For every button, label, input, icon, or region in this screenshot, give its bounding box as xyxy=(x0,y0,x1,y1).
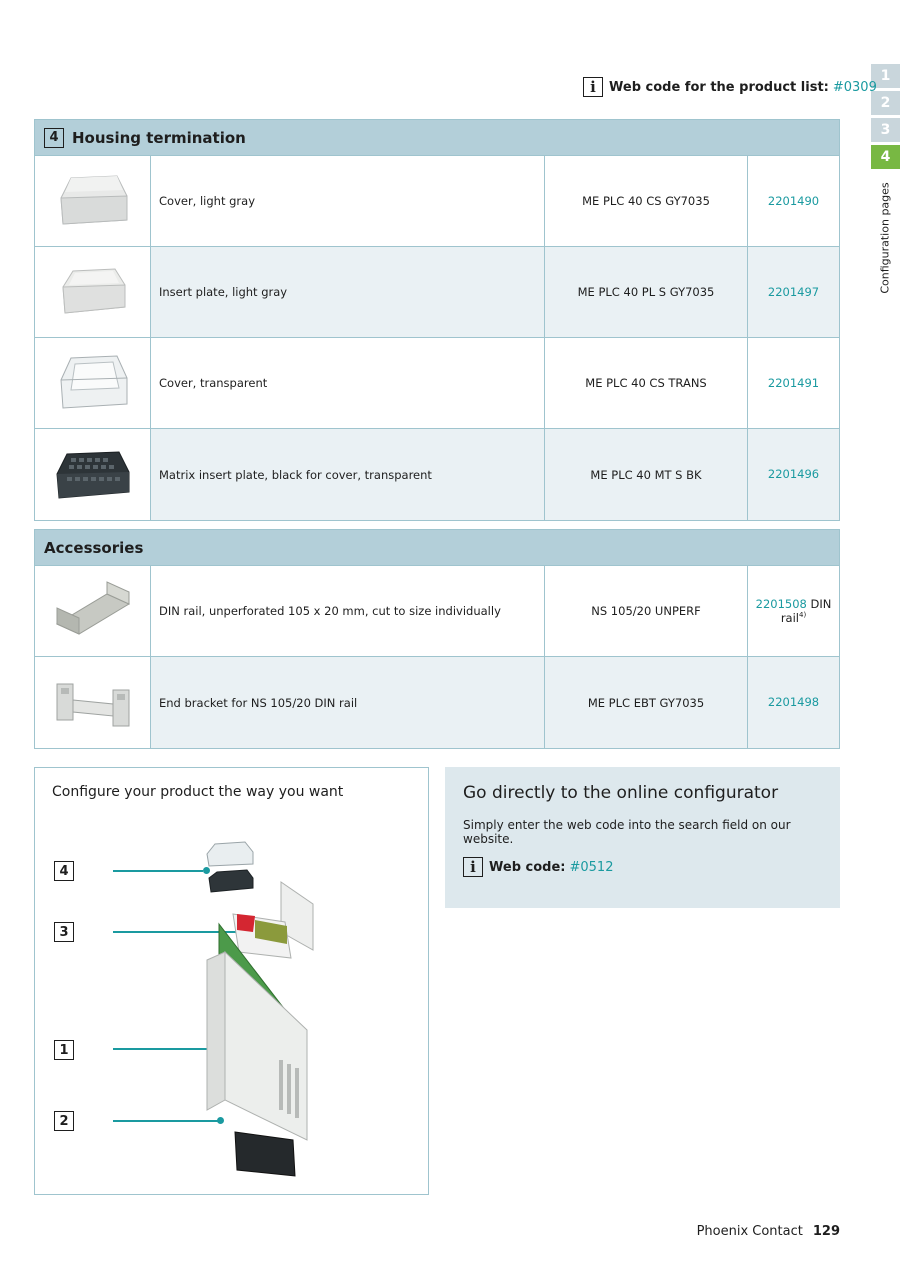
product-description: Cover, transparent xyxy=(151,338,545,428)
configure-product-box xyxy=(34,767,429,1195)
order-number-link[interactable]: 2201498 xyxy=(767,695,820,710)
section-header xyxy=(35,120,839,156)
exploded-housing-illustration xyxy=(195,840,325,1180)
web-code-link[interactable]: #0512 xyxy=(569,859,614,875)
order-number-cell xyxy=(748,566,839,656)
order-number-link[interactable]: 2201508 xyxy=(755,596,807,611)
product-image-matrix-insert-black xyxy=(35,429,151,520)
web-code-label: Web code for the product list: xyxy=(609,79,829,95)
web-code-product-list xyxy=(583,76,877,98)
product-image-insert-plate-gray xyxy=(35,247,151,337)
footer-brand: Phoenix Contact xyxy=(696,1224,803,1239)
order-suffix: DIN rail xyxy=(780,596,832,625)
online-description: Simply enter the web code into the search field on our website. xyxy=(463,818,791,846)
section-header xyxy=(35,530,839,566)
side-tab-4[interactable] xyxy=(871,145,900,169)
product-image-din-rail xyxy=(35,566,151,656)
order-number-link[interactable]: 2201491 xyxy=(767,375,820,390)
product-image-end-bracket xyxy=(35,657,151,748)
table-row xyxy=(35,566,839,657)
online-title: Go directly to the online configurator xyxy=(463,783,779,803)
web-code-label: Web code: xyxy=(489,859,566,875)
side-label-text: Configuration pages xyxy=(878,182,892,294)
side-tab-label: 1 xyxy=(880,68,891,84)
side-tab-3[interactable] xyxy=(871,118,900,142)
product-description: Cover, light gray xyxy=(151,156,545,246)
configure-title: Configure your product the way you want xyxy=(52,784,344,800)
product-description: Insert plate, light gray xyxy=(151,247,545,337)
callout-label: 1 xyxy=(54,1040,74,1060)
footnote-marker: 4) xyxy=(798,611,807,620)
product-type: ME PLC EBT GY7035 xyxy=(545,657,748,748)
product-image-cover-transparent xyxy=(35,338,151,428)
callout-label: 2 xyxy=(54,1111,74,1131)
info-icon: i xyxy=(463,857,483,877)
product-type: ME PLC 40 PL S GY7035 xyxy=(545,247,748,337)
callout-label: 4 xyxy=(54,861,74,881)
product-type: ME PLC 40 CS TRANS xyxy=(545,338,748,428)
section-number-badge: 4 xyxy=(44,128,64,148)
section-title: Housing termination xyxy=(72,128,246,147)
page-number: 129 xyxy=(812,1224,840,1239)
side-tab-label: 2 xyxy=(880,95,891,111)
callout-label: 3 xyxy=(54,922,74,942)
product-image-cover-gray xyxy=(35,156,151,246)
table-row xyxy=(35,338,839,429)
table-row xyxy=(35,156,839,247)
order-number-link[interactable]: 2201497 xyxy=(767,284,820,299)
side-tab-label: 4 xyxy=(880,149,891,165)
product-type: ME PLC 40 MT S BK xyxy=(545,429,748,520)
product-description: End bracket for NS 105/20 DIN rail xyxy=(151,657,545,748)
online-configurator-box xyxy=(445,767,840,908)
housing-termination-table xyxy=(34,119,840,521)
product-description: Matrix insert plate, black for cover, transparent xyxy=(151,429,545,520)
table-row xyxy=(35,429,839,520)
page-footer xyxy=(697,1224,840,1239)
order-number-link[interactable]: 2201490 xyxy=(767,193,820,208)
side-section-label xyxy=(870,178,900,298)
section-title: Accessories xyxy=(44,538,144,557)
web-code-configurator xyxy=(463,857,613,877)
product-type: ME PLC 40 CS GY7035 xyxy=(545,156,748,246)
product-type: NS 105/20 UNPERF xyxy=(545,566,748,656)
order-number-link[interactable]: 2201496 xyxy=(767,467,820,482)
table-row xyxy=(35,657,839,748)
accessories-table xyxy=(34,529,840,749)
callout-line xyxy=(113,870,203,872)
product-description: DIN rail, unperforated 105 x 20 mm, cut to size individually xyxy=(151,566,545,656)
side-tab-label: 3 xyxy=(880,122,891,138)
info-icon: i xyxy=(583,77,603,97)
web-code-link[interactable]: #0309 xyxy=(832,79,877,95)
table-row xyxy=(35,247,839,338)
